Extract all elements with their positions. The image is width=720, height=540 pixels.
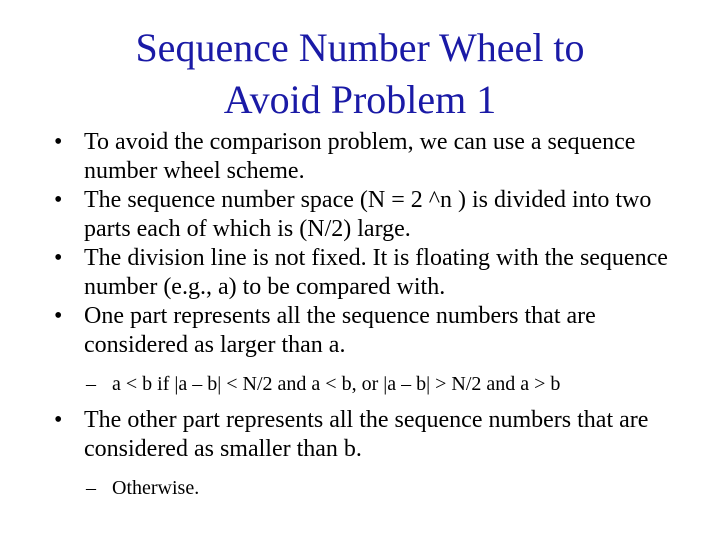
bullet-text-2: The sequence number space (N = 2 ^n ) is divided into two parts each of which is (N/2) large. [84,187,652,242]
slide-title-line-2: Avoid Problem 1 [223,77,497,122]
slide-title [0,22,720,126]
bullet-item-4 [52,302,692,396]
bullet-dot-icon: • [54,407,63,433]
sub-bullet-text-1: a < b if |a – b| < N/2 and a < b, or |a – b| > N/2 and a > b [112,373,561,395]
bullet-dot-icon: • [54,303,63,329]
bullet-text-3: The division line is not fixed. It is floating with the sequence number (e.g., a) to be compared with. [84,245,668,300]
slide-body [52,128,692,510]
bullet-item-3 [52,244,692,302]
bullet-text-4: One part represents all the sequence numbers that are considered as larger than a. [84,303,596,358]
bullet-item-5 [52,406,692,500]
sub-bullet-item-2 [82,476,692,500]
slide-title-line-1: Sequence Number Wheel to [135,25,585,70]
bullet-text-5: The other part represents all the sequence numbers that are considered as smaller than b. [84,407,649,462]
sub-bullet-list-1 [82,372,692,396]
bullet-text-1: To avoid the comparison problem, we can use a sequence number wheel scheme. [84,129,636,184]
dash-bullet-icon: – [86,373,96,395]
bullet-list [52,128,692,500]
bullet-item-1 [52,128,692,186]
sub-bullet-list-2 [82,476,692,500]
bullet-dot-icon: • [54,245,63,271]
bullet-item-2 [52,186,692,244]
sub-bullet-text-2: Otherwise. [112,477,200,499]
bullet-dot-icon: • [54,129,63,155]
sub-bullet-item-1 [82,372,692,396]
bullet-dot-icon: • [54,187,63,213]
dash-bullet-icon: – [86,477,96,499]
